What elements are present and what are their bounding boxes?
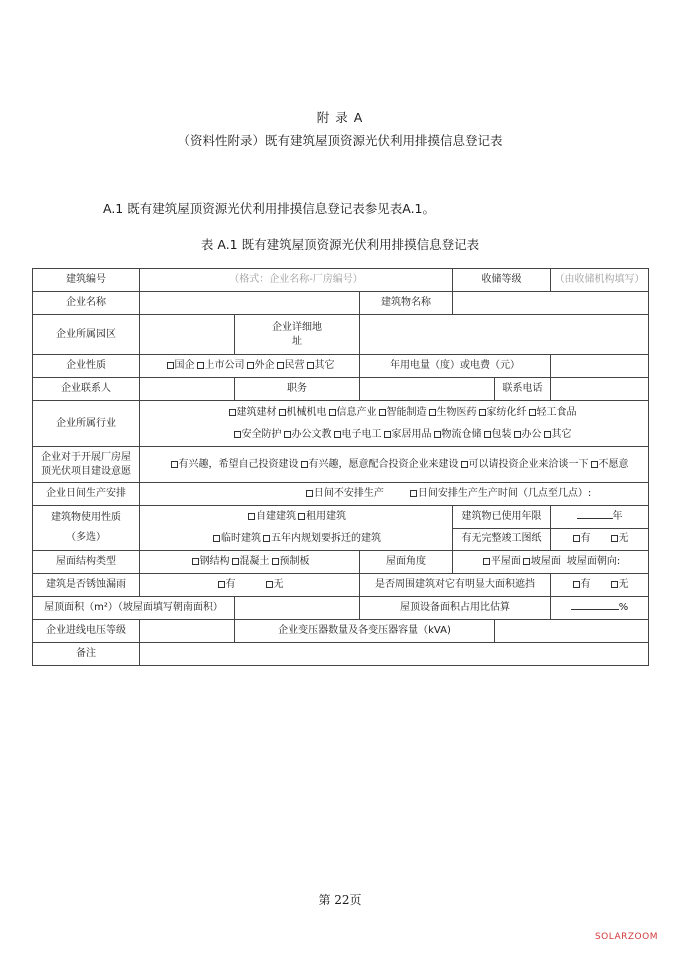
drawings-label: 有无完整竣工图纸 — [453, 528, 551, 551]
willingness-label-line2: 顶光伏项目建设意愿 — [41, 465, 131, 477]
form-row — [33, 643, 649, 666]
checkbox[interactable] — [279, 409, 286, 416]
checkbox[interactable] — [334, 431, 341, 438]
property-label-line1: 建筑物使用性质 — [51, 512, 121, 523]
equipment-ratio-label: 屋顶设备面积占用比估算 — [360, 597, 551, 620]
option-label: 预制板 — [279, 556, 310, 567]
option-label: 轻工食品 — [536, 406, 577, 418]
park-label: 企业所属园区 — [33, 315, 140, 355]
checkbox[interactable] — [573, 535, 580, 542]
watermark: SOLARZOOM — [594, 932, 658, 942]
property-options-line1 — [143, 506, 449, 528]
phone-field[interactable] — [551, 378, 649, 401]
option-label: 建筑建材 — [236, 406, 277, 418]
company-name-label: 企业名称 — [33, 292, 140, 315]
address-label — [235, 315, 360, 355]
option-label: 不愿意 — [598, 458, 629, 470]
willingness-label — [33, 447, 140, 483]
checkbox[interactable] — [429, 409, 436, 416]
checkbox[interactable] — [379, 409, 386, 416]
option-label: 混凝土 — [239, 556, 270, 567]
option-label: 生物医药 — [436, 406, 477, 418]
contact-label: 企业联系人 — [33, 378, 140, 401]
page-number: 第 22页 — [318, 893, 362, 907]
willingness-label-line1: 企业对于开展厂房屋 — [41, 451, 131, 463]
checkbox[interactable] — [523, 558, 530, 565]
property-label — [33, 506, 140, 551]
checkbox[interactable] — [284, 431, 291, 438]
form-row — [33, 506, 649, 529]
checkbox[interactable] — [247, 362, 254, 369]
schedule-options — [140, 483, 649, 506]
checkbox[interactable] — [197, 362, 204, 369]
option-label: 家居用品 — [391, 428, 432, 440]
checkbox[interactable] — [461, 461, 468, 468]
roof-area-field[interactable] — [235, 597, 360, 620]
industry-options-line1 — [158, 402, 645, 424]
checkbox[interactable] — [234, 431, 241, 438]
address-label-line2: 址 — [292, 335, 302, 347]
option-label: 家纺化纤 — [486, 406, 527, 418]
option-label: 安全防护 — [241, 428, 282, 440]
option-label: 可以请投资企业来洽谈一下 — [468, 458, 589, 470]
voltage-field[interactable] — [140, 620, 235, 643]
angle-options — [453, 551, 649, 574]
checkbox[interactable] — [410, 490, 417, 497]
industry-label: 企业所属行业 — [33, 401, 140, 447]
position-label: 职务 — [235, 378, 360, 401]
option-label: 其它 — [551, 428, 572, 440]
checkbox[interactable] — [229, 409, 236, 416]
checkbox[interactable] — [263, 535, 270, 542]
option-label: 有 — [580, 533, 591, 545]
property-label-line2: （多选） — [66, 532, 106, 543]
checkbox[interactable] — [218, 581, 225, 588]
option-label: 自建建筑 — [256, 511, 297, 522]
checkbox[interactable] — [611, 581, 618, 588]
nature-label: 企业性质 — [33, 355, 140, 378]
option-label: 有兴趣，希望自己投资建设 — [178, 458, 299, 470]
option-label: 物流仓储 — [441, 428, 482, 440]
form-row — [33, 574, 649, 597]
checkbox[interactable] — [167, 362, 174, 369]
option-label: 无 — [273, 579, 284, 590]
option-label: 机械机电 — [286, 406, 327, 418]
contact-field[interactable] — [140, 378, 235, 401]
option-label: 有 — [225, 579, 236, 590]
company-name-field[interactable] — [140, 292, 360, 315]
equipment-ratio-blank[interactable] — [571, 609, 619, 610]
industry-options-line2 — [158, 424, 645, 446]
intro-paragraph: A.1 既有建筑屋顶资源光伏利用排摸信息登记表参见表A.1。 — [103, 201, 435, 216]
transformer-field[interactable] — [495, 620, 649, 643]
option-label: 电子电工 — [341, 428, 382, 440]
form-row — [33, 401, 649, 447]
option-label: 日间不安排生产 — [313, 488, 384, 499]
checkbox[interactable] — [544, 431, 551, 438]
drawings-options — [551, 528, 649, 551]
checkbox[interactable] — [434, 431, 441, 438]
building-id-field[interactable]: （格式：企业名称-厂房编号） — [140, 269, 453, 292]
roof-area-label: 屋顶面积（m²）（坡屋面填写朝南面积） — [33, 597, 235, 620]
address-label-line1: 企业详细地 — [272, 321, 322, 333]
checkbox[interactable] — [591, 461, 598, 468]
rust-label: 建筑是否锈蚀漏雨 — [33, 574, 140, 597]
willingness-options — [140, 447, 649, 483]
option-label: 办公 — [521, 428, 542, 440]
option-label: 平屋面 — [490, 556, 521, 567]
option-label: 上市公司 — [204, 360, 245, 371]
checkbox[interactable] — [248, 513, 255, 520]
nature-options — [140, 355, 360, 378]
years-unit: 年 — [612, 510, 623, 522]
option-label: 无 — [618, 533, 629, 545]
option-label: 有兴趣，愿意配合投资企业来建设 — [308, 458, 459, 470]
checkbox[interactable] — [384, 431, 391, 438]
option-label: 临时建筑 — [221, 533, 262, 544]
usage-label: 年用电量（度）或电费（元） — [360, 355, 551, 378]
orientation-label: 坡屋面朝向: — [566, 556, 621, 567]
option-label: 信息产业 — [336, 406, 377, 418]
checkbox[interactable] — [277, 362, 284, 369]
form-row — [33, 551, 649, 574]
years-blank[interactable] — [577, 518, 613, 519]
checkbox[interactable] — [307, 362, 314, 369]
form-row — [33, 597, 649, 620]
structure-label: 屋面结构类型 — [33, 551, 140, 574]
remarks-field[interactable] — [140, 643, 649, 666]
years-label: 建筑物已使用年限 — [453, 506, 551, 529]
form-row — [33, 315, 649, 355]
park-field[interactable] — [140, 315, 235, 355]
appendix-title: 附 录 A — [316, 110, 364, 125]
appendix-subtitle: （资料性附录）既有建筑屋顶资源光伏利用排摸信息登记表 — [177, 133, 503, 148]
form-row — [33, 269, 649, 292]
structure-options — [140, 551, 360, 574]
checkbox[interactable] — [306, 490, 313, 497]
position-field[interactable] — [360, 378, 495, 401]
property-options — [140, 506, 453, 551]
form-row — [33, 355, 649, 378]
checkbox[interactable] — [298, 513, 305, 520]
building-id-label: 建筑编号 — [33, 269, 140, 292]
checkbox[interactable] — [171, 461, 178, 468]
shading-options — [551, 574, 649, 597]
shading-label: 是否周围建筑对它有明显大面积遮挡 — [360, 574, 551, 597]
building-name-label: 建筑物名称 — [360, 292, 453, 315]
option-label: 五年内规划要拆迁的建筑 — [271, 533, 382, 544]
years-field[interactable] — [551, 506, 649, 529]
form-row — [33, 447, 649, 483]
form-row — [33, 483, 649, 506]
equipment-ratio-field[interactable] — [551, 597, 649, 620]
checkbox[interactable] — [301, 461, 308, 468]
table-caption: 表 A.1 既有建筑屋顶资源光伏利用排摸信息登记表 — [200, 237, 480, 252]
option-label: 租用建筑 — [306, 511, 347, 522]
usage-field[interactable] — [551, 355, 649, 378]
checkbox[interactable] — [329, 409, 336, 416]
industry-options — [140, 401, 649, 447]
checkbox[interactable] — [573, 581, 580, 588]
form-row — [33, 378, 649, 401]
transformer-label: 企业变压器数量及各变压器容量（kVA) — [235, 620, 495, 643]
voltage-label: 企业进线电压等级 — [33, 620, 140, 643]
checkbox[interactable] — [232, 558, 239, 565]
registration-form-table — [32, 268, 649, 666]
grade-label: 收储等级 — [453, 269, 551, 292]
checkbox[interactable] — [529, 409, 536, 416]
form-row — [33, 620, 649, 643]
angle-label: 屋面角度 — [360, 551, 453, 574]
checkbox[interactable] — [484, 431, 491, 438]
checkbox[interactable] — [213, 535, 220, 542]
schedule-label: 企业日间生产安排 — [33, 483, 140, 506]
remarks-label: 备注 — [33, 643, 140, 666]
checkbox[interactable] — [192, 558, 199, 565]
checkbox[interactable] — [266, 581, 273, 588]
option-label: 有 — [580, 579, 591, 590]
option-label: 坡屋面 — [530, 556, 561, 567]
option-label: 无 — [618, 579, 629, 590]
option-label: 智能制造 — [386, 406, 427, 418]
checkbox[interactable] — [272, 558, 279, 565]
rust-options — [140, 574, 360, 597]
option-label: 其它 — [314, 360, 335, 371]
form-row — [33, 292, 649, 315]
option-label: 日间安排生产生产时间（几点至几点）: — [417, 488, 592, 499]
checkbox[interactable] — [479, 409, 486, 416]
checkbox[interactable] — [611, 535, 618, 542]
option-label: 包装 — [491, 428, 512, 440]
building-name-field[interactable] — [453, 292, 649, 315]
option-label: 民营 — [284, 360, 305, 371]
option-label: 钢结构 — [199, 556, 230, 567]
option-label: 国企 — [174, 360, 195, 371]
phone-label: 联系电话 — [495, 378, 551, 401]
percent-unit: % — [618, 602, 629, 613]
checkbox[interactable] — [483, 558, 490, 565]
option-label: 外企 — [254, 360, 275, 371]
address-field[interactable] — [360, 315, 649, 355]
property-options-line2 — [143, 528, 449, 550]
grade-field[interactable]: （由收储机构填写） — [551, 269, 649, 292]
checkbox[interactable] — [514, 431, 521, 438]
option-label: 办公文教 — [291, 428, 332, 440]
